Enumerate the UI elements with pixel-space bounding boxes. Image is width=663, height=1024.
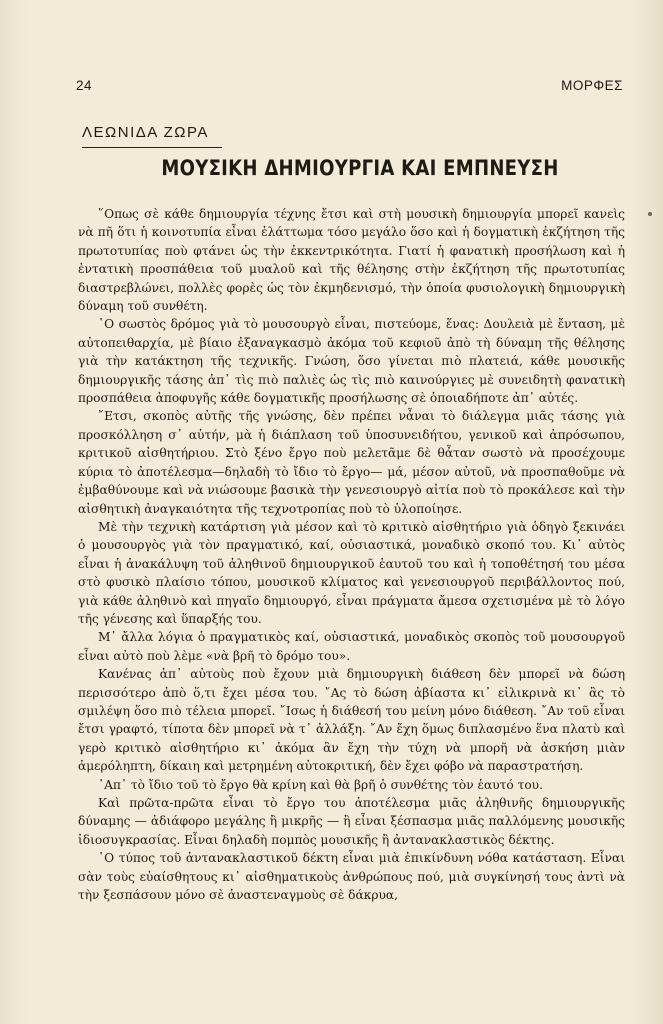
article-title: ΜΟΥΣΙΚΗ ΔΗΜΙΟΥΡΓΙΑ ΚΑΙ ΕΜΠΝΕΥΣΗ — [161, 156, 559, 180]
paragraph: Καὶ πρῶτα-πρῶτα εἶναι τὸ ἔργο του ἀποτέλεσμα μιᾶς ἀληθινῆς δημιουργικῆς δύναμης — ἀδιάφορο μεγάλης ἢ μικρῆς — ἢ εἶναι ξέσπασμα μιᾶς παλλόμενης μουσικῆς ἰδιοσυγκρασίας. Εἶναι δηλαδὴ πομπὸς μουσικῆς ἢ ἀντανακλαστικὸς δέκτης. — [78, 796, 625, 847]
paragraph: Μ᾿ ἄλλα λόγια ὁ πραγματικὸς καί, οὐσιαστικά, μοναδικὸς σκοπὸς τοῦ μουσουργοῦ εἶναι αὐτὸ ποὺ λὲμε «νὰ βρῆ τὸ δρόμο του». — [78, 630, 625, 663]
paragraph: ῾Ο τύπος τοῦ ἀντανακλαστικοῦ δέκτη εἶναι μιὰ ἐπικίνδυνη νόθα κατάσταση. Εἶναι σὰν τοὺς εὐαίσθητους κι᾿ αἰσθηματικοὺς ἀνθρώπους πού, μιὰ συγκίνησή τους ἀντὶ νὰ τὴν ξεσπάσουν μόνο σὲ ἀναστεναγμοὺς σὲ δάκρυα, — [78, 851, 625, 903]
article-body — [78, 205, 625, 904]
journal-title: ΜΟΡΦΕΣ — [561, 78, 623, 93]
paragraph: ᾿Απ᾿ τὸ ἴδιο τοῦ τὸ ἔργο θὰ κρίνη καὶ θὰ βρῆ ὁ συνθέτης τὸν ἑαυτό του. — [98, 777, 543, 792]
paragraph: Μὲ τὴν τεχνικὴ κατάρτιση γιὰ μέσον καὶ τὸ κριτικὸ αἰσθητήριο γιὰ ὁδηγὸ ξεκινάει ὁ μουσουργὸς γιὰ τὸν πραγματικό, καί, οὐσιαστικά, μοναδικὸ σκοπό του. Κι᾿ αὐτὸς εἶναι ἡ ἀνακάλυψη τοῦ ἀληθινοῦ δημιουργικοῦ ἑαυτοῦ του καὶ ἡ τοποθέτησή του μέσα στὸ φυσικὸ πλαίσιο τόπου, μουσικοῦ κλίματος καὶ γενεσιουργοῦ περιβάλλοντος πού, γιὰ κάθε ἀληθινὸ καὶ πηγαῖο δημιουργό, εἶναι πράγματα ἄμεσα σχετισμένα μὲ τὸ λόγο τῆς γένεσης καὶ ὕπαρξής του. — [78, 519, 625, 626]
paragraph: ῎Ετσι, σκοπὸς αὐτῆς τῆς γνώσης, δὲν πρέπει νἆναι τὸ διάλεγμα μιᾶς τάσης γιὰ προσκόλληση σ᾿ αὐτήν, μὰ ἡ διάπλαση τοῦ ὑποσυνειδήτου, γενικοῦ καὶ ἀπρόσωπου, κριτικοῦ αἰσθητήριου. Στὸ ξένο ἔργο ποὺ μελετᾶμε δὲ θἆταν σωστὸ νὰ προσέχουμε κύρια τὸ ἀποτέλεσμα—δηλαδὴ τὸ ἴδιο τὸ ἔργο— μά, μέσον αὐτοῦ, νὰ προσπαθοῦμε νὰ ἐμβαθύνουμε καὶ νὰ νιώσουμε βασικὰ τὴν γενεσιουργὸ αἰτία ποὺ τὸ προκάλεσε καὶ τὴν αἰσθητικὴ ἀναγκαιότητα τῆς τεχνοτροπίας ποὺ τὸ ὑλοποίησε. — [78, 409, 625, 516]
author-name: ΛΕΩΝΙΔΑ ΖΩΡΑ — [82, 124, 209, 141]
paragraph: Κανένας ἀπ᾿ αὐτοὺς ποὺ ἔχουν μιὰ δημιουργικὴ διάθεση δὲν μπορεῖ νὰ δώση περισσότερο ἀπὸ ὅ,τι ἔχει μέσα του. ῎Ας τὸ δώση ἀβίαστα κι᾿ εἰλικρινὰ κι᾿ ἂς τὸ σμιλέψη ὅσο πιὸ τέλεια μπορεῖ. ῎Ισως ἡ διάθεσή του μείνη μόνο διάθεση. ῎Αν τοῦ εἶναι ἔτσι γραφτό, τίποτα δὲν μπορεῖ νὰ τ᾿ ἀλλάξη. ῎Αν ἔχη ὅμως διπλασμένο ἕνα πλατὺ καὶ γερὸ κριτικὸ αἰσθητήριο κι᾿ ἀκόμα ἂν ἔχη τὴν τύχη νὰ μπορῆ νὰ ἀσκήση μιὰν ἀμερόληπτη, δίκαιη καὶ μετρημένη αὐτοκριτική, δὲν ἔχει φόβο νὰ παραστρατήση. — [78, 667, 625, 774]
running-header — [76, 78, 623, 93]
paragraph: ῾Ο σωστὸς δρόμος γιὰ τὸ μουσουργὸ εἶναι, πιστεύομε, ἕνας: Δουλειὰ μὲ ἔνταση, μὲ αὐτοπειθαρχία, μὲ βίαιο ἐξαναγκασμὸ ἀκόμα τοῦ κεφιοῦ ἀπὸ τὴ δύναμη τῆς θέλησης γιὰ τὴν κατάκτηση τῆς τεχνικῆς. Γνώση, ὅσο γίνεται πιὸ πλατειά, κάθε μουσικῆς δημιουργικῆς τάσης ἀπ᾿ τὶς πιὸ παλιὲς ὡς τὶς πιὸ καινούργιες μὲ συνειδητὴ φανατικὴ προσπάθεια ἀποφυγῆς κάθε δογματικῆς προσήλωσης σὲ ὁποιαδήποτε ἀπ᾿ αὐτές. — [78, 317, 625, 406]
page-number: 24 — [76, 78, 93, 93]
author-underline — [82, 147, 222, 148]
margin-mark — [648, 212, 652, 216]
paragraph: ῞Οπως σὲ κάθε δημιουργία τέχνης ἔτσι καὶ στὴ μουσικὴ δημιουργία μπορεῖ κανεὶς νὰ πῆ ὅτι ἡ κοινοτυπία εἶναι ἐλάττωμα τόσο μεγάλο ὅσο καὶ ἡ δογματικὴ ἐκζήτηση τῆς πρωτοτυπίας ποὺ φτάνει ὡς τὴν ἐκκεντρικότητα. Γιατί ἡ φανατικὴ προσήλωση καὶ ἡ ἐντατικὴ προσπάθεια τοῦ μυαλοῦ καὶ τῆς θέλησης στὴν ἐκζήτηση τῆς πρωτοτυπίας διαστρεβλώνει, πολλὲς φορὲς ὡς τὸν ἐκμηδενισμό, τὴν ὁποία φυσιολογικὴ δημιουργικὴ δύναμη τοῦ συνθέτη. — [78, 207, 625, 314]
